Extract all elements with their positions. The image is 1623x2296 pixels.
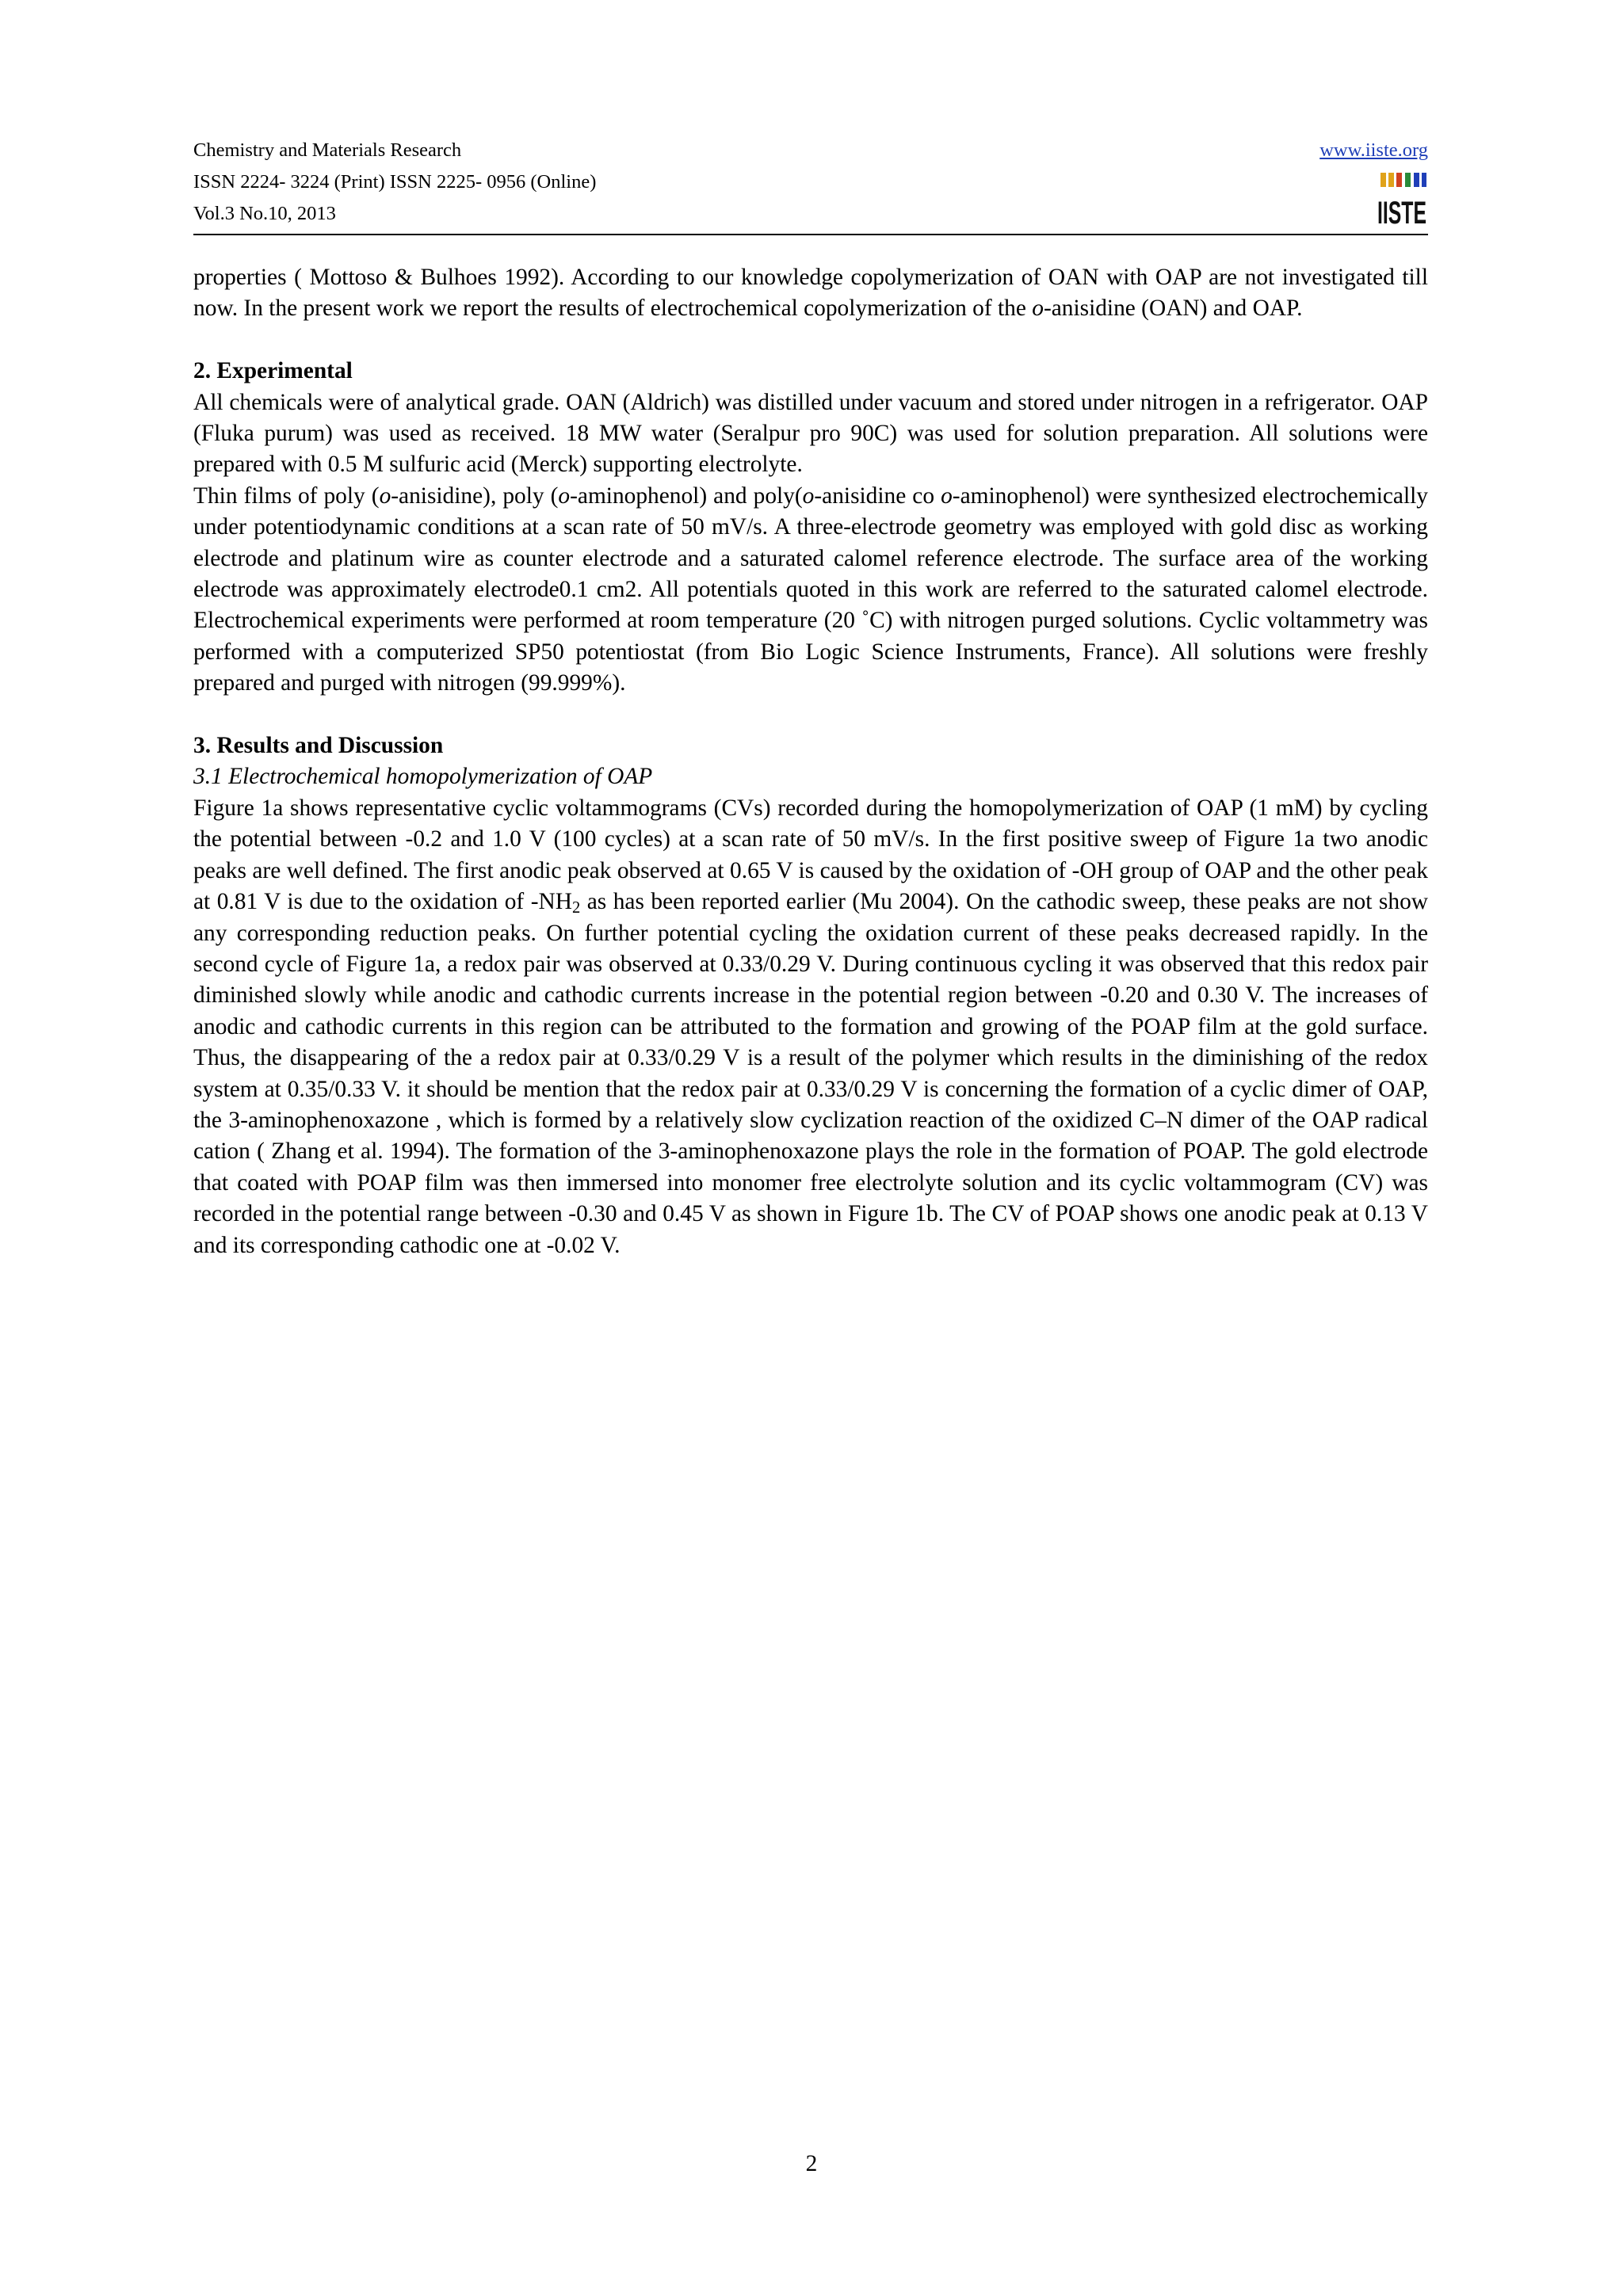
journal-volume: Vol.3 No.10, 2013 [193,203,336,224]
article-body [193,262,1428,1261]
results-paragraph: Figure 1a shows representative cyclic voltammograms (CVs) recorded during the homopolymerization of OAP (1 mM) by cycling the potential between -0.2 and 1.0 V (100 cycles) at a scan rate of 50 mV/s. In the first positive sweep of Figure 1a two anodic peaks are well defined. The first anodic peak observed at 0.65 V is caused by the oxidation of -OH group of OAP and the other peak at 0.81 V is due to the oxidation of $-NH_2$ as has been reported earlier (Mu 2004). On the cathodic sweep, these peaks are not show any corresponding reduction peaks. On further potential cycling the oxidation current of these peaks decreased rapidly. In the second cycle of Figure 1a, a redox pair was observed at 0.33/0.29 V. During continuous cycling it was observed that this redox pair diminished slowly while anodic and cathodic currents increase in the potential region between -0.20 and 0.30 V. The increases of anodic and cathodic currents in this region can be attributed to the formation and growing of the POAP film at the gold surface. Thus, the disappearing of the a redox pair at 0.33/0.29 V is a result of the polymer which results in the diminishing of the redox system at 0.35/0.33 V. it should be mention that the redox pair at 0.33/0.29 V is concerning the formation of a cyclic dimer of OAP, the 3-aminophenoxazone , which is formed by a relatively slow cyclization reaction of the oxidized C–N dimer of the OAP radical cation ( Zhang et al. 1994). The formation of the 3-aminophenoxazone plays the role in the formation of POAP. The gold electrode that coated with POAP film was then immersed into monomer free electrolyte solution and its cyclic voltammogram (CV) was recorded in the potential range between -0.30 and 0.45 V as shown in Figure 1b. The CV of POAP shows one anodic peak at 0.13 V and its corresponding cathodic one at -0.02 V. [193,795,1428,1258]
section-heading-results: 3. Results and Discussion [193,733,444,759]
experimental-paragraph-2: Thin films of poly (o-anisidine), poly (o-aminophenol) and poly(o-anisidine co o-aminophenol) were synthesized electrochemically under potentiodynamic conditions at a scan rate of 50 mV/s. A three-electrode geometry was employed with gold disc as working electrode and platinum wire as counter electrode and a saturated calomel reference electrode. The surface area of the working electrode was approximately electrode0.1 cm2. All potentials quoted in this work are referred to the saturated calomel electrode. Electrochemical experiments were performed at room temperature (20 ˚C) with nitrogen purged solutions. Cyclic voltammetry was performed with a computerized SP50 potentiostat (from Bio Logic Science Instruments, France). All solutions were freshly prepared and purged with nitrogen (99.999%). [193,482,1428,696]
intro-paragraph: properties ( Mottoso & Bulhoes 1992). According to our knowledge copolymerization of OAN with OAP are not investigated till now. In the present work we report the results of electrochemical copolymerization of the o-anisidine (OAN) and OAP. [193,265,1428,322]
journal-header [193,135,596,230]
subsection-heading: 3.1 Electrochemical homopolymerization of OAP [193,764,653,790]
website-link[interactable]: www.iiste.org [1319,139,1428,161]
svg-text:IISTE: IISTE [1377,196,1426,231]
iiste-logo-icon [1376,170,1428,231]
section-heading-experimental: 2. Experimental [193,358,353,384]
header-rule [193,234,1428,235]
page-number: 2 [805,2151,818,2176]
experimental-paragraph-1: All chemicals were of analytical grade. OAN (Aldrich) was distilled under vacuum and stored under nitrogen in a refrigerator. OAP (Fluka purum) was used as received. 18 MW water (Seralpur pro 90C) was used for solution preparation. All solutions were prepared with 0.5 M sulfuric acid (Merck) supporting electrolyte. [193,389,1428,478]
journal-issn: ISSN 2224- 3224 (Print) ISSN 2225- 0956 (Online) [193,171,597,193]
journal-title: Chemistry and Materials Research [193,139,462,161]
